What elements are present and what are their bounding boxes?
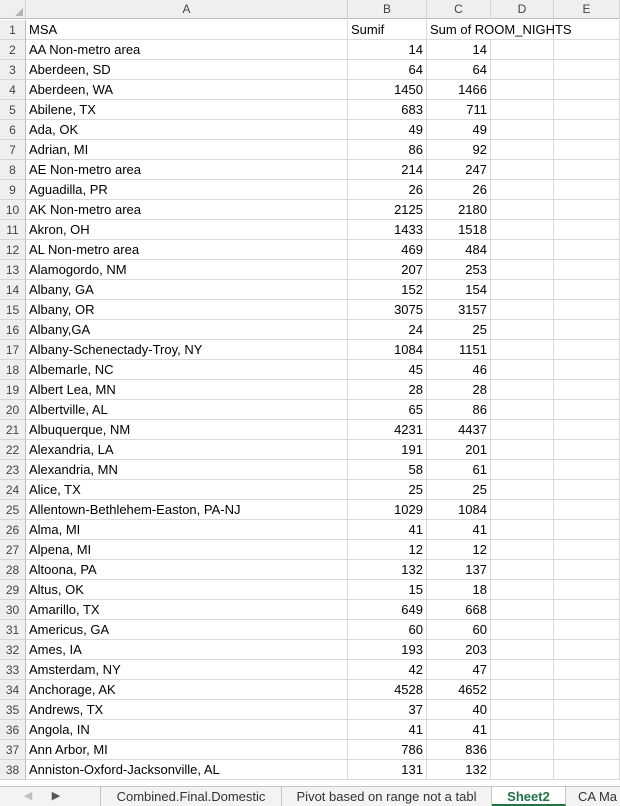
cell-empty[interactable] xyxy=(491,720,554,740)
cell-room-nights[interactable]: 1084 xyxy=(427,500,491,520)
cell-sumif[interactable]: 3075 xyxy=(348,300,427,320)
row-header[interactable]: 7 xyxy=(0,140,26,160)
table-row xyxy=(0,260,620,280)
cell-room-nights[interactable]: 253 xyxy=(427,260,491,280)
cell-room-nights[interactable]: 4437 xyxy=(427,420,491,440)
row-header[interactable]: 3 xyxy=(0,60,26,80)
cell-sumif[interactable]: 14 xyxy=(348,40,427,60)
table-row xyxy=(0,600,620,620)
cell-empty[interactable] xyxy=(491,580,554,600)
column-header-c[interactable]: C xyxy=(427,0,491,19)
cell-msa[interactable]: Alice, TX xyxy=(26,480,348,500)
cell-empty[interactable] xyxy=(491,420,554,440)
cell-room-nights[interactable]: 1151 xyxy=(427,340,491,360)
cell-empty[interactable] xyxy=(554,260,620,280)
row-header[interactable]: 19 xyxy=(0,380,26,400)
cell-msa[interactable]: Albertville, AL xyxy=(26,400,348,420)
cell-room-nights[interactable]: 41 xyxy=(427,520,491,540)
table-row xyxy=(0,540,620,560)
row-header[interactable]: 1 xyxy=(0,20,26,40)
cell-sumif[interactable]: 191 xyxy=(348,440,427,460)
row-header[interactable]: 30 xyxy=(0,600,26,620)
cell-msa[interactable]: Adrian, MI xyxy=(26,140,348,160)
row-header[interactable]: 38 xyxy=(0,760,26,780)
column-header-d[interactable]: D xyxy=(491,0,554,19)
cell-empty[interactable] xyxy=(491,280,554,300)
cell-empty[interactable] xyxy=(491,440,554,460)
row-header[interactable]: 29 xyxy=(0,580,26,600)
cell-sumif[interactable]: 58 xyxy=(348,460,427,480)
cell-msa[interactable]: Amsterdam, NY xyxy=(26,660,348,680)
cell-msa[interactable]: Abilene, TX xyxy=(26,100,348,120)
cell-sumif[interactable]: 26 xyxy=(348,180,427,200)
cell-empty[interactable] xyxy=(491,560,554,580)
row-header[interactable]: 22 xyxy=(0,440,26,460)
cell-msa[interactable]: Ann Arbor, MI xyxy=(26,740,348,760)
cell-msa[interactable]: Alexandria, LA xyxy=(26,440,348,460)
cell-msa[interactable]: Albuquerque, NM xyxy=(26,420,348,440)
row-header[interactable]: 21 xyxy=(0,420,26,440)
column-header-e[interactable]: E xyxy=(554,0,620,19)
cell-msa[interactable]: Aberdeen, WA xyxy=(26,80,348,100)
cell-empty[interactable] xyxy=(491,500,554,520)
triangle-right-icon[interactable]: ▶ xyxy=(51,790,61,802)
cell-msa-header[interactable]: MSA xyxy=(26,20,348,40)
cell-empty[interactable] xyxy=(491,320,554,340)
cell-msa[interactable]: Andrews, TX xyxy=(26,700,348,720)
cell-sumif[interactable]: 2125 xyxy=(348,200,427,220)
select-all-corner[interactable] xyxy=(0,0,26,19)
row-header[interactable]: 13 xyxy=(0,260,26,280)
row-header[interactable]: 5 xyxy=(0,100,26,120)
cell-room-nights[interactable]: 25 xyxy=(427,320,491,340)
cell-empty[interactable] xyxy=(491,60,554,80)
cell-room-nights[interactable]: 836 xyxy=(427,740,491,760)
row-header[interactable]: 14 xyxy=(0,280,26,300)
table-row xyxy=(0,100,620,120)
cell-room-nights-header[interactable]: Sum of ROOM_NIGHTS xyxy=(427,20,491,40)
table-row xyxy=(0,480,620,500)
table-row xyxy=(0,240,620,260)
cell-empty[interactable] xyxy=(554,60,620,80)
table-header-row xyxy=(0,20,620,40)
table-row xyxy=(0,500,620,520)
cell-sumif[interactable]: 24 xyxy=(348,320,427,340)
cell-empty[interactable] xyxy=(554,560,620,580)
cell-room-nights[interactable]: 49 xyxy=(427,120,491,140)
cell-msa[interactable]: Altus, OK xyxy=(26,580,348,600)
row-header[interactable]: 17 xyxy=(0,340,26,360)
cell-empty[interactable] xyxy=(554,600,620,620)
cell-sumif[interactable]: 4231 xyxy=(348,420,427,440)
cell-room-nights[interactable]: 46 xyxy=(427,360,491,380)
row-header[interactable]: 25 xyxy=(0,500,26,520)
cell-room-nights[interactable]: 668 xyxy=(427,600,491,620)
table-row xyxy=(0,40,620,60)
row-header[interactable]: 15 xyxy=(0,300,26,320)
cell-sumif-header[interactable]: Sumif xyxy=(348,20,427,40)
table-row xyxy=(0,120,620,140)
table-row xyxy=(0,460,620,480)
row-header[interactable]: 27 xyxy=(0,540,26,560)
cell-empty[interactable] xyxy=(491,100,554,120)
table-row xyxy=(0,200,620,220)
column-header-a[interactable]: A xyxy=(26,0,348,19)
cell-sumif[interactable]: 152 xyxy=(348,280,427,300)
cell-room-nights[interactable]: 26 xyxy=(427,180,491,200)
table-row xyxy=(0,400,620,420)
cell-msa[interactable]: Albemarle, NC xyxy=(26,360,348,380)
cell-empty[interactable] xyxy=(491,520,554,540)
row-header[interactable]: 6 xyxy=(0,120,26,140)
row-header[interactable]: 31 xyxy=(0,620,26,640)
table-row xyxy=(0,420,620,440)
cell-sumif[interactable]: 12 xyxy=(348,540,427,560)
cell-empty[interactable] xyxy=(491,240,554,260)
cell-sumif[interactable]: 649 xyxy=(348,600,427,620)
cell-room-nights[interactable]: 28 xyxy=(427,380,491,400)
cell-empty[interactable] xyxy=(491,220,554,240)
cell-empty[interactable] xyxy=(554,620,620,640)
cell-sumif[interactable]: 45 xyxy=(348,360,427,380)
cell-msa[interactable]: AE Non-metro area xyxy=(26,160,348,180)
table-row xyxy=(0,140,620,160)
table-row xyxy=(0,180,620,200)
cell-empty[interactable] xyxy=(491,180,554,200)
cell-sumif[interactable]: 15 xyxy=(348,580,427,600)
cell-empty[interactable] xyxy=(491,340,554,360)
cell-room-nights[interactable]: 201 xyxy=(427,440,491,460)
row-header[interactable]: 26 xyxy=(0,520,26,540)
cell-sumif[interactable]: 86 xyxy=(348,140,427,160)
row-header[interactable]: 37 xyxy=(0,740,26,760)
cell-room-nights[interactable]: 12 xyxy=(427,540,491,560)
cell-empty[interactable] xyxy=(491,380,554,400)
cell-sumif[interactable]: 1084 xyxy=(348,340,427,360)
row-header[interactable]: 9 xyxy=(0,180,26,200)
table-row xyxy=(0,760,620,780)
row-header[interactable]: 10 xyxy=(0,200,26,220)
cell-room-nights[interactable]: 86 xyxy=(427,400,491,420)
cell-empty[interactable] xyxy=(491,740,554,760)
cell-sumif[interactable]: 132 xyxy=(348,560,427,580)
cell-sumif[interactable]: 37 xyxy=(348,700,427,720)
cell-sumif[interactable]: 49 xyxy=(348,120,427,140)
cell-msa[interactable]: AK Non-metro area xyxy=(26,200,348,220)
table-row xyxy=(0,340,620,360)
cell-msa[interactable]: Albany, GA xyxy=(26,280,348,300)
cell-empty[interactable] xyxy=(491,760,554,780)
cell-room-nights[interactable]: 137 xyxy=(427,560,491,580)
row-header[interactable]: 24 xyxy=(0,480,26,500)
cell-empty[interactable] xyxy=(491,200,554,220)
cell-empty[interactable] xyxy=(554,240,620,260)
cell-empty[interactable] xyxy=(491,160,554,180)
cell-msa[interactable]: Alma, MI xyxy=(26,520,348,540)
cell-msa[interactable]: Ada, OK xyxy=(26,120,348,140)
cell-empty[interactable] xyxy=(554,520,620,540)
table-row xyxy=(0,220,620,240)
cell-sumif[interactable]: 1029 xyxy=(348,500,427,520)
cell-room-nights[interactable]: 18 xyxy=(427,580,491,600)
table-row xyxy=(0,680,620,700)
table-row xyxy=(0,160,620,180)
sheet-tab-combined-final-domestic[interactable]: Combined.Final.Domestic xyxy=(100,787,282,806)
cell-sumif[interactable]: 64 xyxy=(348,60,427,80)
cell-msa[interactable]: Aguadilla, PR xyxy=(26,180,348,200)
cell-msa[interactable]: Amarillo, TX xyxy=(26,600,348,620)
cell-empty[interactable] xyxy=(554,540,620,560)
cell-empty[interactable] xyxy=(491,120,554,140)
cell-empty[interactable] xyxy=(554,580,620,600)
cell-sumif[interactable]: 683 xyxy=(348,100,427,120)
cell-msa[interactable]: Albany,GA xyxy=(26,320,348,340)
cell-sumif[interactable]: 786 xyxy=(348,740,427,760)
table-row xyxy=(0,700,620,720)
cell-empty[interactable] xyxy=(554,200,620,220)
cell-empty[interactable] xyxy=(554,680,620,700)
cell-empty[interactable] xyxy=(554,700,620,720)
sheet-tab-sheet2[interactable]: Sheet2 xyxy=(492,787,566,806)
cell-empty[interactable] xyxy=(491,660,554,680)
cell-empty[interactable] xyxy=(554,340,620,360)
cell-msa[interactable]: Angola, IN xyxy=(26,720,348,740)
cell-empty[interactable] xyxy=(554,480,620,500)
cell-empty[interactable] xyxy=(491,620,554,640)
table-row xyxy=(0,620,620,640)
row-header[interactable]: 12 xyxy=(0,240,26,260)
cell-room-nights[interactable]: 132 xyxy=(427,760,491,780)
table-row xyxy=(0,280,620,300)
cell-sumif[interactable]: 214 xyxy=(348,160,427,180)
table-row xyxy=(0,440,620,460)
table-row xyxy=(0,60,620,80)
triangle-left-icon[interactable]: ◀ xyxy=(23,790,33,802)
cell-sumif[interactable]: 25 xyxy=(348,480,427,500)
cell-sumif[interactable]: 469 xyxy=(348,240,427,260)
cell-msa[interactable]: Alamogordo, NM xyxy=(26,260,348,280)
cell-room-nights[interactable]: 154 xyxy=(427,280,491,300)
cell-sumif[interactable]: 207 xyxy=(348,260,427,280)
cell-room-nights[interactable]: 40 xyxy=(427,700,491,720)
cell-msa[interactable]: Americus, GA xyxy=(26,620,348,640)
table-row xyxy=(0,740,620,760)
cell-empty[interactable] xyxy=(491,680,554,700)
cell-empty[interactable] xyxy=(491,40,554,60)
table-row xyxy=(0,360,620,380)
table-row xyxy=(0,300,620,320)
table-row xyxy=(0,660,620,680)
cell-msa[interactable]: Altoona, PA xyxy=(26,560,348,580)
cell-empty[interactable] xyxy=(491,400,554,420)
cell-sumif[interactable]: 1450 xyxy=(348,80,427,100)
cell-room-nights[interactable]: 203 xyxy=(427,640,491,660)
cell-msa[interactable]: Ames, IA xyxy=(26,640,348,660)
cell-empty[interactable] xyxy=(554,140,620,160)
cell-msa[interactable]: Albany, OR xyxy=(26,300,348,320)
sheet-tab-pivot[interactable]: Pivot based on range not a tabl xyxy=(282,787,492,806)
cell-empty[interactable] xyxy=(554,40,620,60)
cell-empty[interactable] xyxy=(554,360,620,380)
table-row xyxy=(0,720,620,740)
cell-room-nights[interactable]: 92 xyxy=(427,140,491,160)
cell-empty[interactable] xyxy=(554,420,620,440)
cell-sumif[interactable]: 4528 xyxy=(348,680,427,700)
cell-sumif[interactable]: 60 xyxy=(348,620,427,640)
sheet-tab-ca-ma[interactable]: CA Ma xyxy=(578,789,618,804)
cell-empty[interactable] xyxy=(554,120,620,140)
cell-room-nights[interactable]: 2180 xyxy=(427,200,491,220)
cell-msa[interactable]: Allentown-Bethlehem-Easton, PA-NJ xyxy=(26,500,348,520)
cell-empty[interactable] xyxy=(554,720,620,740)
cell-msa[interactable]: Aberdeen, SD xyxy=(26,60,348,80)
row-header[interactable]: 36 xyxy=(0,720,26,740)
cell-empty[interactable] xyxy=(491,80,554,100)
cell-empty[interactable] xyxy=(491,360,554,380)
row-header[interactable]: 4 xyxy=(0,80,26,100)
cell-msa[interactable]: Anchorage, AK xyxy=(26,680,348,700)
cell-empty[interactable] xyxy=(554,220,620,240)
table-row xyxy=(0,80,620,100)
sheet-tab-bar xyxy=(0,786,620,806)
cell-empty[interactable] xyxy=(554,740,620,760)
cell-sumif[interactable]: 42 xyxy=(348,660,427,680)
cell-room-nights[interactable]: 41 xyxy=(427,720,491,740)
cell-empty[interactable] xyxy=(554,660,620,680)
cell-empty[interactable] xyxy=(491,640,554,660)
cell-empty[interactable] xyxy=(554,440,620,460)
row-header[interactable]: 8 xyxy=(0,160,26,180)
cell-empty[interactable] xyxy=(491,300,554,320)
cell-room-nights[interactable]: 1466 xyxy=(427,80,491,100)
cell-empty[interactable] xyxy=(554,400,620,420)
cell-empty[interactable] xyxy=(491,480,554,500)
table-row xyxy=(0,640,620,660)
cell-msa[interactable]: Albert Lea, MN xyxy=(26,380,348,400)
cell-sumif[interactable]: 28 xyxy=(348,380,427,400)
cell-empty[interactable] xyxy=(554,460,620,480)
row-header[interactable]: 23 xyxy=(0,460,26,480)
cell-room-nights[interactable]: 47 xyxy=(427,660,491,680)
row-header[interactable]: 33 xyxy=(0,660,26,680)
row-header[interactable]: 34 xyxy=(0,680,26,700)
table-row xyxy=(0,320,620,340)
cell-sumif[interactable]: 65 xyxy=(348,400,427,420)
select-all-icon xyxy=(15,8,23,16)
cell-room-nights[interactable]: 3157 xyxy=(427,300,491,320)
cell-room-nights[interactable]: 484 xyxy=(427,240,491,260)
column-header-b[interactable]: B xyxy=(348,0,427,19)
cell-empty[interactable] xyxy=(554,320,620,340)
cell-empty[interactable] xyxy=(491,540,554,560)
cell-empty[interactable] xyxy=(554,380,620,400)
cell-empty[interactable] xyxy=(554,180,620,200)
cell-msa[interactable]: AL Non-metro area xyxy=(26,240,348,260)
cell-room-nights[interactable]: 25 xyxy=(427,480,491,500)
cell-empty[interactable] xyxy=(554,300,620,320)
cell-empty[interactable] xyxy=(491,260,554,280)
table-row xyxy=(0,520,620,540)
row-header[interactable]: 28 xyxy=(0,560,26,580)
table-row xyxy=(0,560,620,580)
row-header[interactable]: 20 xyxy=(0,400,26,420)
cell-room-nights[interactable]: 1518 xyxy=(427,220,491,240)
cell-room-nights[interactable]: 711 xyxy=(427,100,491,120)
row-header[interactable]: 35 xyxy=(0,700,26,720)
cell-room-nights[interactable]: 14 xyxy=(427,40,491,60)
cell-empty[interactable] xyxy=(554,640,620,660)
cell-msa[interactable]: Alpena, MI xyxy=(26,540,348,560)
cell-sumif[interactable]: 41 xyxy=(348,520,427,540)
row-header[interactable]: 18 xyxy=(0,360,26,380)
cell-msa[interactable]: Akron, OH xyxy=(26,220,348,240)
cell-msa[interactable]: Anniston-Oxford-Jacksonville, AL xyxy=(26,760,348,780)
cell-msa[interactable]: Alexandria, MN xyxy=(26,460,348,480)
cell-empty[interactable] xyxy=(554,80,620,100)
cell-empty[interactable] xyxy=(554,760,620,780)
cell-empty[interactable] xyxy=(491,700,554,720)
cell-sumif[interactable]: 131 xyxy=(348,760,427,780)
row-header[interactable]: 11 xyxy=(0,220,26,240)
cell-room-nights[interactable]: 64 xyxy=(427,60,491,80)
cell-sumif[interactable]: 1433 xyxy=(348,220,427,240)
cell-sumif[interactable]: 41 xyxy=(348,720,427,740)
cell-room-nights[interactable]: 60 xyxy=(427,620,491,640)
cell-room-nights[interactable]: 4652 xyxy=(427,680,491,700)
cell-room-nights[interactable]: 247 xyxy=(427,160,491,180)
row-header[interactable]: 2 xyxy=(0,40,26,60)
cell-empty[interactable] xyxy=(554,500,620,520)
table-row xyxy=(0,380,620,400)
cell-empty[interactable] xyxy=(491,460,554,480)
cell-empty[interactable] xyxy=(554,100,620,120)
row-header[interactable]: 32 xyxy=(0,640,26,660)
cell-room-nights[interactable]: 61 xyxy=(427,460,491,480)
table-row xyxy=(0,580,620,600)
cell-empty[interactable] xyxy=(554,280,620,300)
cell-msa[interactable]: AA Non-metro area xyxy=(26,40,348,60)
cell-sumif[interactable]: 193 xyxy=(348,640,427,660)
cell-empty[interactable] xyxy=(491,140,554,160)
row-header[interactable]: 16 xyxy=(0,320,26,340)
cell-msa[interactable]: Albany-Schenectady-Troy, NY xyxy=(26,340,348,360)
cell-empty[interactable] xyxy=(554,160,620,180)
cell-empty[interactable] xyxy=(491,600,554,620)
